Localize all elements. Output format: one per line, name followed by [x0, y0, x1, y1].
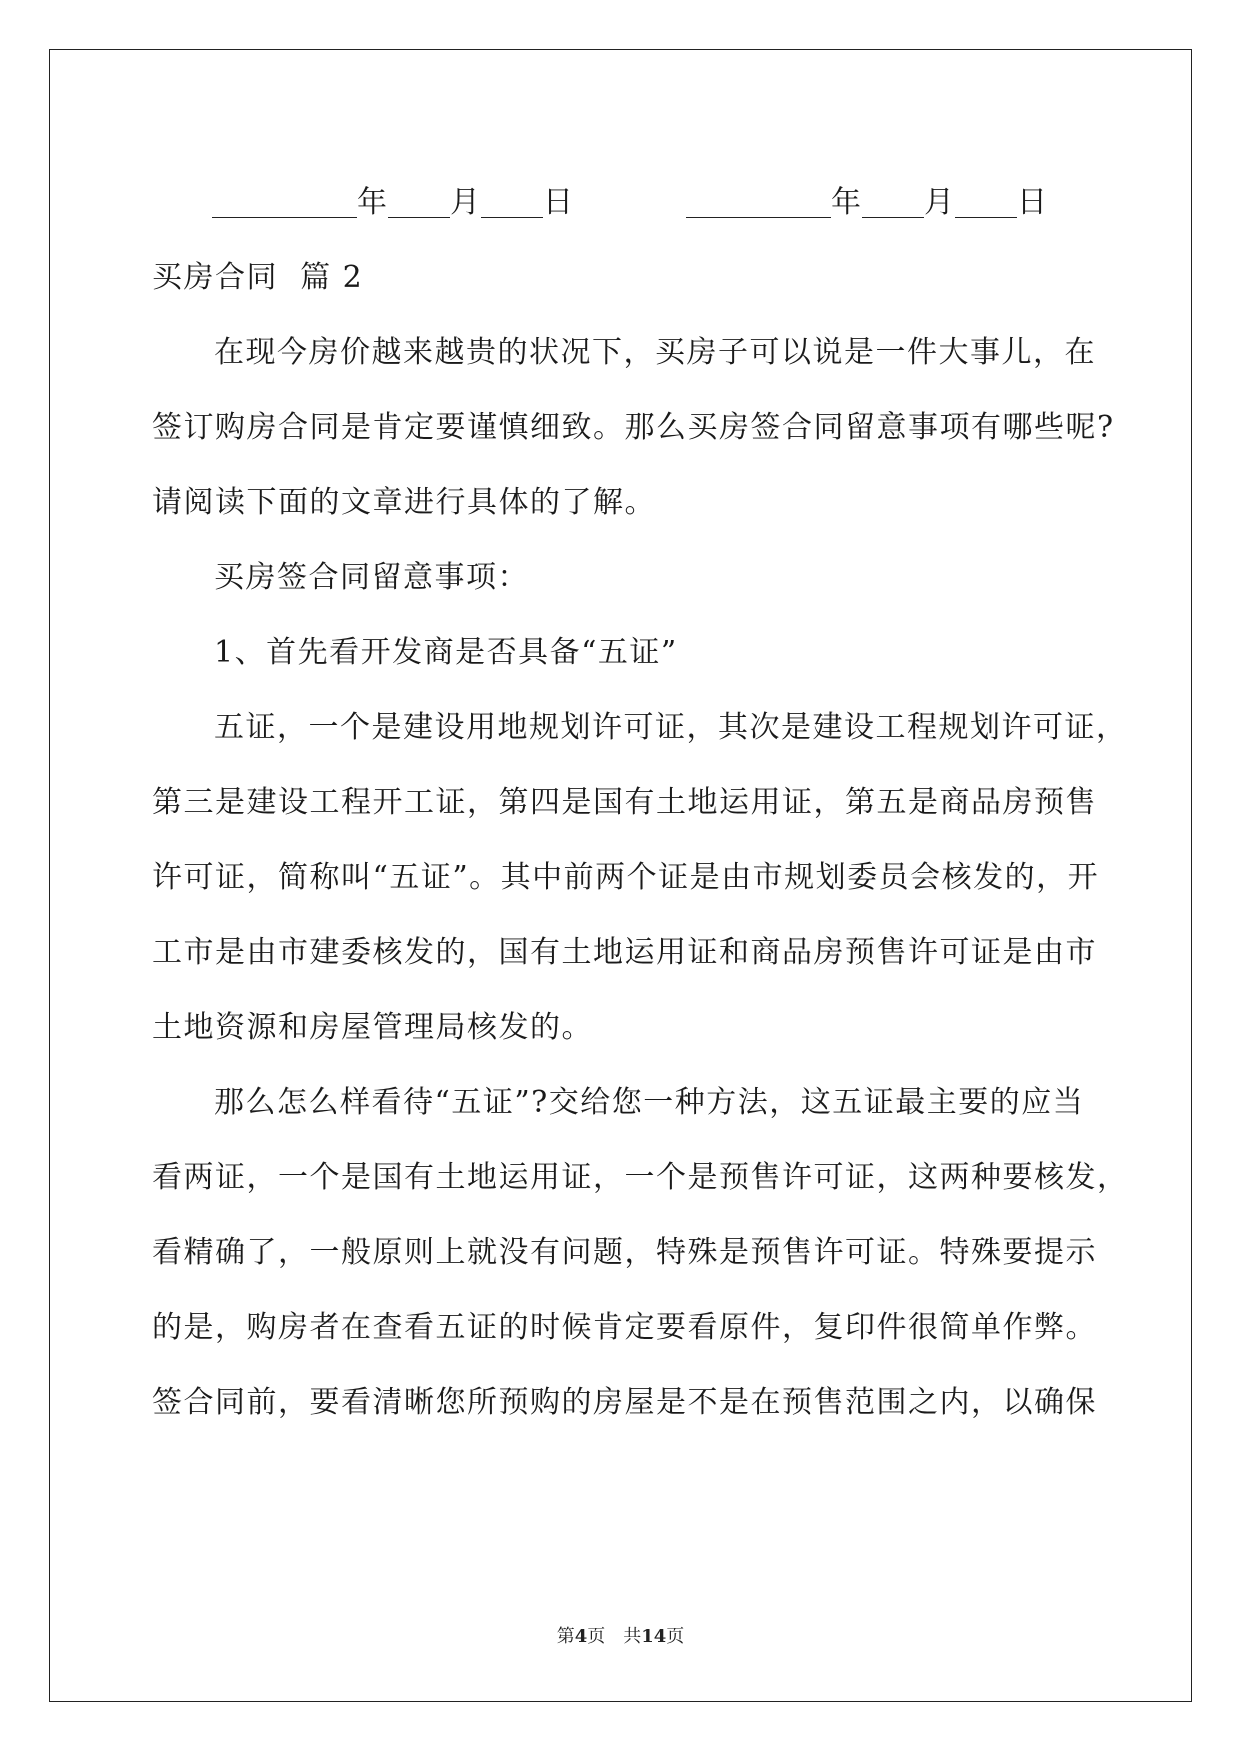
footer-total-prefix: 共 — [623, 1626, 642, 1647]
month-label: 月 — [924, 185, 955, 220]
subheading: 买房签合同留意事项： — [214, 560, 529, 595]
current-page-number: 4 — [574, 1626, 588, 1647]
total-page-number: 14 — [641, 1626, 667, 1647]
month-label: 月 — [450, 185, 481, 220]
paragraph-line: 的是，购房者在查看五证的时候肯定要看原件，复印件很简单作弊。 — [152, 1310, 1097, 1345]
footer-total-suffix: 页 — [666, 1626, 685, 1647]
day-blank — [481, 216, 543, 218]
section-heading: 买房合同 篇 2 — [152, 260, 364, 295]
paragraph-line: 许可证，简称叫“五证”。其中前两个证是由市规划委员会核发的，开 — [152, 860, 1100, 895]
paragraph-line: 工市是由市建委核发的，国有土地运用证和商品房预售许可证是由市 — [152, 935, 1097, 970]
year-blank — [686, 216, 831, 218]
paragraph-line: 那么怎么样看待“五证”?交给您一种方法，这五证最主要的应当 — [214, 1085, 1085, 1120]
day-label: 日 — [1017, 185, 1048, 220]
footer-prefix: 第 — [556, 1626, 575, 1647]
year-blank — [212, 216, 357, 218]
paragraph-line: 在现今房价越来越贵的状况下，买房子可以说是一件大事儿，在 — [214, 335, 1096, 370]
signature-date-right — [686, 165, 1048, 240]
paragraph-line: 请阅读下面的文章进行具体的了解。 — [152, 485, 656, 520]
paragraph-line: 签合同前，要看清晰您所预购的房屋是不是在预售范围之内，以确保 — [152, 1385, 1097, 1420]
signature-date-row — [152, 165, 1097, 240]
paragraph-line: 土地资源和房屋管理局核发的。 — [152, 1010, 593, 1045]
paragraph-line: 看精确了，一般原则上就没有问题，特殊是预售许可证。特殊要提示 — [152, 1235, 1097, 1270]
list-item-heading: 1、首先看开发商是否具备“五证” — [214, 635, 678, 670]
day-label: 日 — [543, 185, 574, 220]
year-label: 年 — [831, 185, 862, 220]
paragraph-line: 签订购房合同是肯定要谨慎细致。那么买房签合同留意事项有哪些呢? — [152, 410, 1115, 445]
year-label: 年 — [357, 185, 388, 220]
signature-date-left — [212, 165, 574, 240]
document-body — [152, 165, 1129, 1440]
paragraph-line: 第三是建设工程开工证，第四是国有土地运用证，第五是商品房预售 — [152, 785, 1097, 820]
month-blank — [388, 216, 450, 218]
month-blank — [862, 216, 924, 218]
paragraph-line: 五证，一个是建设用地规划许可证，其次是建设工程规划许可证， — [214, 710, 1128, 745]
footer-page-suffix: 页 — [587, 1626, 606, 1647]
day-blank — [955, 216, 1017, 218]
paragraph-line: 看两证，一个是国有土地运用证，一个是预售许可证，这两种要核发， — [152, 1160, 1129, 1195]
page-footer — [0, 1622, 1241, 1648]
